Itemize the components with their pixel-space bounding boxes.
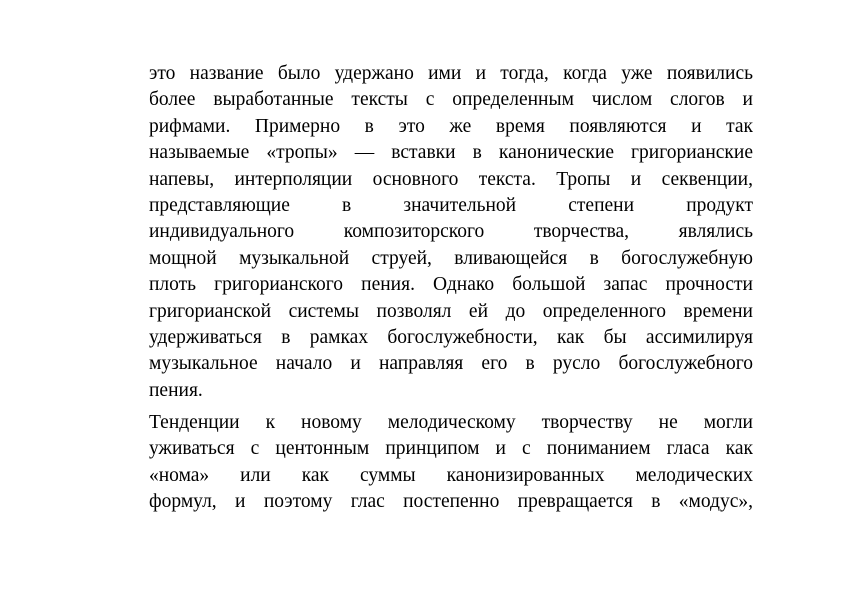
text-line: называемые «тропы» — вставки в канонические григорианские	[149, 142, 753, 164]
text-line: мощной музыкальной струей, вливающейся в богослужебную	[149, 247, 753, 269]
text-line: индивидуального композиторского творчества, являлись	[149, 221, 753, 243]
text-line: удерживаться в рамках богослужебности, как бы ассимилируя	[149, 326, 753, 348]
text-line: более выработанные тексты с определенным числом слогов и	[149, 89, 753, 111]
text-line: пения.	[149, 379, 203, 401]
paragraph-2	[149, 410, 753, 516]
text-line: это название было удержано ими и тогда, когда уже появились	[149, 63, 753, 84]
text-line: формул, и поэтому глас постепенно превращается в «модус»,	[149, 491, 753, 513]
text-line: уживаться с центонным принципом и с пониманием гласа как	[149, 438, 753, 460]
text-line: григорианской системы позволял ей до определенного времени	[149, 300, 753, 322]
text-line: напевы, интерполяции основного текста. Тропы и секвенции,	[149, 168, 753, 190]
body-text	[149, 61, 753, 516]
text-line: Тенденции к новому мелодическому творчеству не могли	[149, 412, 753, 434]
text-line: представляющие в значительной степени продукт	[149, 194, 753, 216]
paragraph-1	[149, 61, 753, 404]
text-line: плоть григорианского пения. Однако большой запас прочности	[149, 274, 753, 296]
text-line: рифмами. Примерно в это же время появляются и так	[149, 115, 753, 137]
text-line: музыкальное начало и направляя его в русло богослужебного	[149, 353, 753, 375]
text-line: «нома» или как суммы канонизированных мелодических	[149, 464, 753, 486]
